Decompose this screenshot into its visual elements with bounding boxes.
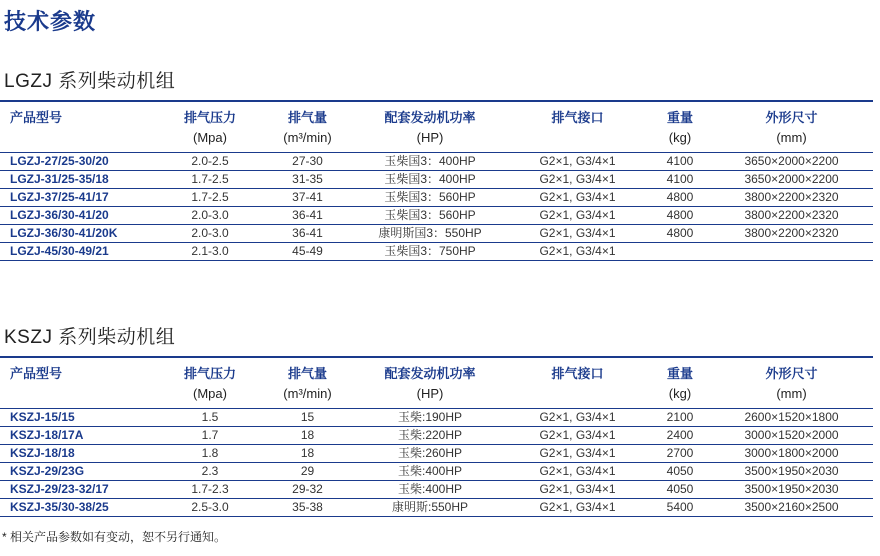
cell-weight: 4800 xyxy=(666,226,694,240)
cell-power: 玉柴国3：560HP xyxy=(384,190,476,204)
cell-power: 康明斯国3：550HP xyxy=(378,226,482,240)
cell-flow: 31-35 xyxy=(292,172,323,186)
cell-pressure: 1.7-2.3 xyxy=(191,482,229,496)
cell-flow: 37-41 xyxy=(292,190,323,204)
header-weight: 重量 (kg) xyxy=(666,110,693,145)
header-outlet: 排气接口 xyxy=(551,366,604,381)
cell-weight: 2400 xyxy=(666,428,694,442)
cell-model: KSZJ-29/23-32/17 xyxy=(10,482,109,496)
cell-outlet: G2×1, G3/4×1 xyxy=(539,154,616,168)
cell-weight: 4050 xyxy=(666,482,694,496)
cell-outlet: G2×1, G3/4×1 xyxy=(539,244,616,258)
cell-outlet: G2×1, G3/4×1 xyxy=(539,410,616,424)
header-power: 配套发动机功率 (HP) xyxy=(384,110,476,145)
cell-outlet: G2×1, G3/4×1 xyxy=(539,226,616,240)
table-row xyxy=(0,189,873,207)
cell-model: KSZJ-35/30-38/25 xyxy=(10,500,109,514)
cell-weight xyxy=(650,243,710,261)
cell-power: 玉柴国3：400HP xyxy=(384,154,476,168)
spec-table-lgzj xyxy=(0,100,873,261)
cell-outlet: G2×1, G3/4×1 xyxy=(539,500,616,514)
cell-pressure: 1.8 xyxy=(201,446,219,460)
cell-size: 3650×2000×2200 xyxy=(744,154,839,168)
cell-outlet: G2×1, G3/4×1 xyxy=(539,464,616,478)
cell-size: 3500×1950×2030 xyxy=(744,482,839,496)
cell-model: KSZJ-29/23G xyxy=(10,464,85,478)
cell-size xyxy=(710,243,873,261)
table-header-row xyxy=(0,357,873,409)
cell-pressure: 2.1-3.0 xyxy=(191,244,229,258)
cell-flow: 18 xyxy=(300,428,315,442)
cell-outlet: G2×1, G3/4×1 xyxy=(539,446,616,460)
table-body xyxy=(0,153,873,261)
table-row xyxy=(0,225,873,243)
table-row xyxy=(0,445,873,463)
cell-size: 3650×2000×2200 xyxy=(744,172,839,186)
cell-pressure: 2.5-3.0 xyxy=(191,500,229,514)
page-title: 技术参数 xyxy=(4,9,97,34)
cell-size: 3800×2200×2320 xyxy=(744,190,839,204)
header-weight: 重量 (kg) xyxy=(666,366,693,401)
cell-model: KSZJ-18/17A xyxy=(10,428,84,442)
cell-weight: 2100 xyxy=(666,410,694,424)
cell-pressure: 1.7-2.5 xyxy=(191,172,229,186)
cell-weight: 4800 xyxy=(666,190,694,204)
section-title: KSZJ 系列柴动机组 xyxy=(4,327,176,348)
cell-outlet: G2×1, G3/4×1 xyxy=(539,208,616,222)
table-row xyxy=(0,153,873,171)
table-row xyxy=(0,463,873,481)
cell-power: 玉柴:190HP xyxy=(397,410,463,424)
header-pressure: 排气压力 (Mpa) xyxy=(183,110,236,145)
header-model: 产品型号 xyxy=(10,366,63,381)
cell-model: KSZJ-18/18 xyxy=(10,446,75,460)
cell-pressure: 2.3 xyxy=(201,464,219,478)
cell-size: 3800×2200×2320 xyxy=(744,208,839,222)
cell-pressure: 1.7 xyxy=(201,428,219,442)
section-title: LGZJ 系列柴动机组 xyxy=(4,71,176,92)
cell-flow: 45-49 xyxy=(292,244,323,258)
cell-weight: 5400 xyxy=(666,500,694,514)
cell-power: 玉柴:260HP xyxy=(397,446,463,460)
header-model: 产品型号 xyxy=(10,110,63,125)
cell-model: LGZJ-37/25-41/17 xyxy=(10,190,109,204)
cell-size: 3500×2160×2500 xyxy=(744,500,839,514)
cell-pressure: 2.0-3.0 xyxy=(191,226,229,240)
cell-pressure: 1.5 xyxy=(201,410,219,424)
cell-flow: 36-41 xyxy=(292,226,323,240)
cell-model: LGZJ-31/25-35/18 xyxy=(10,172,109,186)
cell-pressure: 1.7-2.5 xyxy=(191,190,229,204)
cell-size: 2600×1520×1800 xyxy=(744,410,839,424)
cell-power: 玉柴:220HP xyxy=(397,428,463,442)
cell-size: 3000×1520×2000 xyxy=(744,428,839,442)
cell-power: 玉柴国3：560HP xyxy=(384,208,476,222)
table-row xyxy=(0,207,873,225)
header-size: 外形尺寸 (mm) xyxy=(765,110,818,145)
header-outlet: 排气接口 xyxy=(551,110,604,125)
cell-model: LGZJ-45/30-49/21 xyxy=(10,244,109,258)
footnote: * 相关产品参数如有变动，恕不另行通知。 xyxy=(2,530,227,544)
table-row xyxy=(0,481,873,499)
cell-model: LGZJ-27/25-30/20 xyxy=(10,154,109,168)
cell-weight: 4800 xyxy=(666,208,694,222)
header-size: 外形尺寸 (mm) xyxy=(765,366,818,401)
cell-size: 3000×1800×2000 xyxy=(744,446,839,460)
header-pressure: 排气压力 (Mpa) xyxy=(183,366,236,401)
cell-outlet: G2×1, G3/4×1 xyxy=(539,482,616,496)
cell-outlet: G2×1, G3/4×1 xyxy=(539,190,616,204)
cell-flow: 18 xyxy=(300,446,315,460)
cell-weight: 4100 xyxy=(666,172,694,186)
spec-table-kszj xyxy=(0,356,873,517)
table-row xyxy=(0,243,873,261)
cell-power: 玉柴:400HP xyxy=(397,482,463,496)
cell-flow: 36-41 xyxy=(292,208,323,222)
table-row xyxy=(0,427,873,445)
table-header-row xyxy=(0,101,873,153)
cell-power: 康明斯:550HP xyxy=(391,500,469,514)
cell-outlet: G2×1, G3/4×1 xyxy=(539,428,616,442)
table-row xyxy=(0,499,873,517)
cell-power: 玉柴:400HP xyxy=(397,464,463,478)
header-power: 配套发动机功率 (HP) xyxy=(384,366,476,401)
cell-size: 3800×2200×2320 xyxy=(744,226,839,240)
header-flow: 排气量 (m³/min) xyxy=(283,366,332,401)
cell-flow: 35-38 xyxy=(292,500,323,514)
cell-pressure: 2.0-2.5 xyxy=(191,154,229,168)
cell-flow: 27-30 xyxy=(292,154,323,168)
header-flow: 排气量 (m³/min) xyxy=(283,110,332,145)
cell-flow: 29 xyxy=(300,464,315,478)
cell-flow: 15 xyxy=(300,410,315,424)
cell-size: 3500×1950×2030 xyxy=(744,464,839,478)
table-body xyxy=(0,409,873,517)
cell-outlet: G2×1, G3/4×1 xyxy=(539,172,616,186)
cell-flow: 29-32 xyxy=(292,482,323,496)
cell-weight: 2700 xyxy=(666,446,694,460)
cell-model: LGZJ-36/30-41/20K xyxy=(10,226,118,240)
cell-weight: 4100 xyxy=(666,154,694,168)
cell-power: 玉柴国3：750HP xyxy=(384,244,476,258)
table-row xyxy=(0,409,873,427)
cell-pressure: 2.0-3.0 xyxy=(191,208,229,222)
cell-power: 玉柴国3：400HP xyxy=(384,172,476,186)
cell-weight: 4050 xyxy=(666,464,694,478)
cell-model: KSZJ-15/15 xyxy=(10,410,75,424)
cell-model: LGZJ-36/30-41/20 xyxy=(10,208,109,222)
table-row xyxy=(0,171,873,189)
